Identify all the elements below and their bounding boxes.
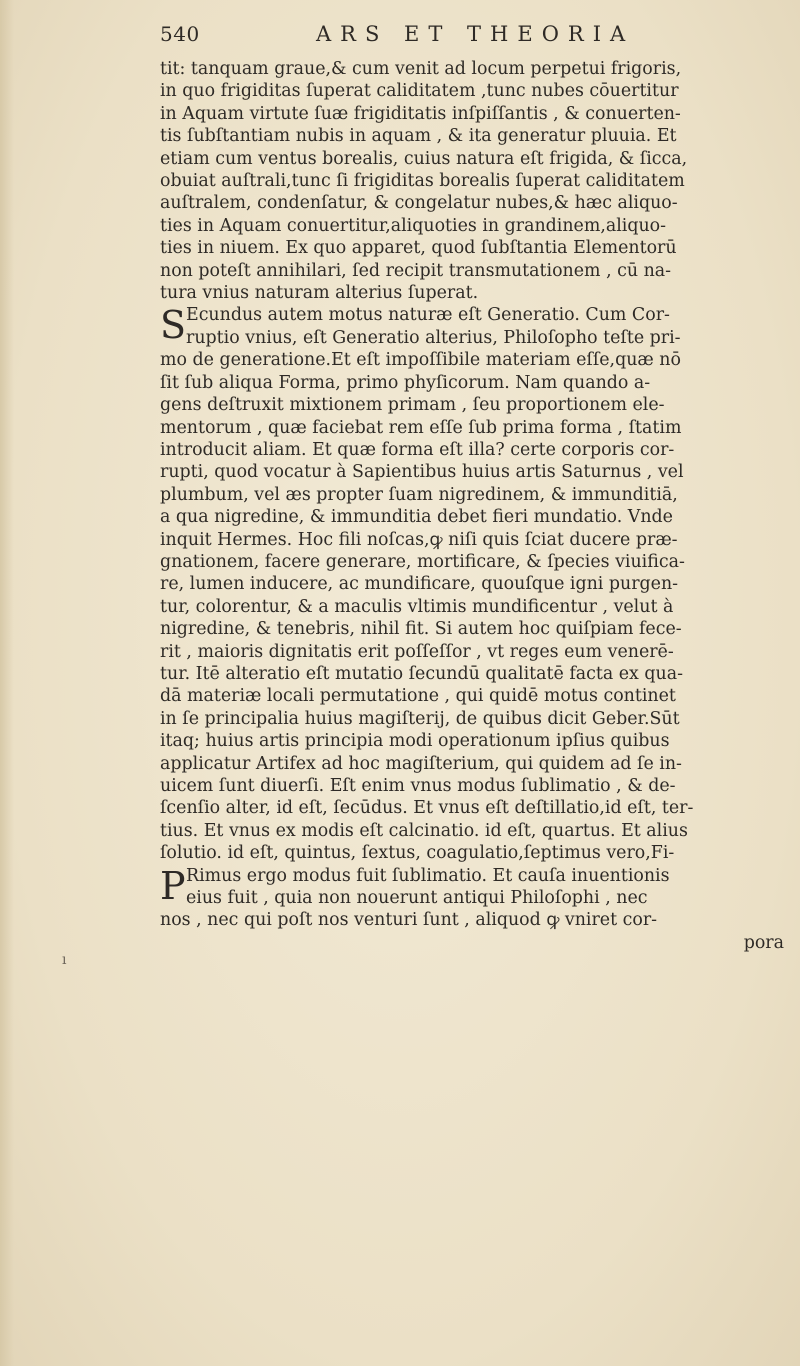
text-line: inquit Hermes. Hoc fili noſcas,ꝙ niſi quis ſciat ducere præ- bbox=[160, 529, 678, 550]
initial-capital-s: S bbox=[160, 303, 187, 348]
text-line: gens deſtruxit mixtionem primam , ſeu proportionem ele- bbox=[160, 395, 665, 416]
page-edge-shadow bbox=[0, 0, 14, 1366]
text-line: non poteſt annihilari, ſed recipit transmutationem , cū na- bbox=[160, 260, 672, 281]
text-line: tit: tanquam graue,& cum venit ad locum perpetui frigoris, bbox=[160, 59, 682, 79]
text-line: ties in Aquam conuertitur,aliquoties in grandinem,aliquo- bbox=[160, 215, 667, 236]
text-line: plumbum, vel æs propter ſuam nigredinem, & immunditiā, bbox=[160, 484, 678, 505]
margin-mark: ı bbox=[62, 952, 67, 968]
text-line: itaq; huius artis principia modi operationum ipſius quibus bbox=[160, 731, 670, 752]
text-line: ties in niuem. Ex quo apparet, quod ſubſtantia Elementorū bbox=[160, 238, 677, 259]
text-line: gnationem, facere generare, mortificare, & ſpecies viuifica- bbox=[160, 551, 685, 572]
text-line: nigredine, & tenebris, nihil fit. Si autem hoc quiſpiam fece- bbox=[160, 619, 682, 640]
text-line: tius. Et vnus ex modis eſt calcinatio. id eſt, quartus. Et alius bbox=[160, 820, 688, 841]
text-line: etiam cum ventus borealis, cuius natura eſt frigida, & ſicca, bbox=[160, 148, 688, 169]
text-line: applicatur Artifex ad hoc magiſterium, qui quidem ad ſe in- bbox=[160, 753, 682, 774]
text-line: Ecundus autem motus naturæ eſt Generatio. Cum Cor- bbox=[186, 305, 670, 326]
text-line: dā materiæ locali permutatione , qui quidē motus continet bbox=[160, 686, 676, 707]
text-line: ſcenſio alter, id eſt, ſecūdus. Et vnus eſt deſtillatio,id eſt, ter- bbox=[160, 798, 694, 819]
text-line: tura vnius naturam alterius ſuperat. bbox=[160, 283, 479, 304]
text-line: Rimus ergo modus fuit ſublimatio. Et cauſa inuentionis bbox=[186, 865, 670, 886]
text-line: mo de generatione.Et eſt impoſſibile materiam eſſe,quæ nō bbox=[160, 350, 681, 371]
text-line: eius fuit , quia non nouerunt antiqui Philoſophi , nec bbox=[186, 888, 648, 909]
page-header bbox=[160, 22, 800, 58]
text-line: obuiat auſtrali,tunc ſi frigiditas borealis ſuperat caliditatem bbox=[160, 171, 685, 192]
text-line: a qua nigredine, & immunditia debet fieri mundatio. Vnde bbox=[160, 507, 673, 528]
text-line: in ſe principalia huius magiſterij, de quibus dicit Geber.Sūt bbox=[160, 708, 680, 729]
text-line: tur. Itē alteratio eſt mutatio ſecundū qualitatē facta ex qua- bbox=[160, 663, 683, 684]
text-line: rupti, quod vocatur à Sapientibus huius artis Saturnus , vel bbox=[160, 462, 684, 483]
text-line: re, lumen inducere, ac mundificare, quouſque igni purgen- bbox=[160, 574, 679, 595]
text-line: uicem ſunt diuerſi. Eſt enim vnus modus ſublimatio , & de- bbox=[160, 776, 676, 796]
text-line: tis ſubſtantiam nubis in aquam , & ita generatur pluuia. Et bbox=[160, 126, 677, 147]
text-line: mentorum , quæ faciebat rem eſſe ſub prima forma , ſtatim bbox=[160, 417, 682, 438]
text-line: in Aquam virtute ſuæ frigiditatis inſpiſſantis , & conuerten- bbox=[160, 103, 681, 124]
initial-capital-p: P bbox=[160, 863, 186, 908]
text-line: in quo frigiditas ſuperat caliditatem ,tunc nubes cōuertitur bbox=[160, 81, 679, 102]
text-line: introducit aliam. Et quæ forma eſt illa? certe corporis cor- bbox=[160, 439, 675, 460]
running-title: ARS ET THEORIA bbox=[316, 22, 635, 46]
page-number: 540 bbox=[160, 22, 200, 46]
text-line: ſit ſub aliqua Forma, primo phyſicorum. Nam quando a- bbox=[160, 372, 651, 393]
text-line: nos , nec qui poſt nos venturi ſunt , aliquod ꝙ vniret cor- bbox=[160, 910, 658, 931]
text-line: ſolutio. id eſt, quintus, ſextus, coagulatio,ſeptimus vero,Fi- bbox=[160, 843, 675, 864]
text-line: ruptio vnius, eſt Generatio alterius, Philoſopho teſte pri- bbox=[186, 327, 681, 348]
text-line: tur, colorentur, & a maculis vltimis mundificentur , velut à bbox=[160, 596, 674, 617]
catchword: pora bbox=[743, 932, 784, 953]
body-text bbox=[160, 58, 790, 954]
text-line: auſtralem, condenſatur, & congelatur nubes,& hæc aliquo- bbox=[160, 193, 678, 214]
text-line: rit , maioris dignitatis erit poſſeſſor , vt reges eum venerē- bbox=[160, 641, 674, 662]
